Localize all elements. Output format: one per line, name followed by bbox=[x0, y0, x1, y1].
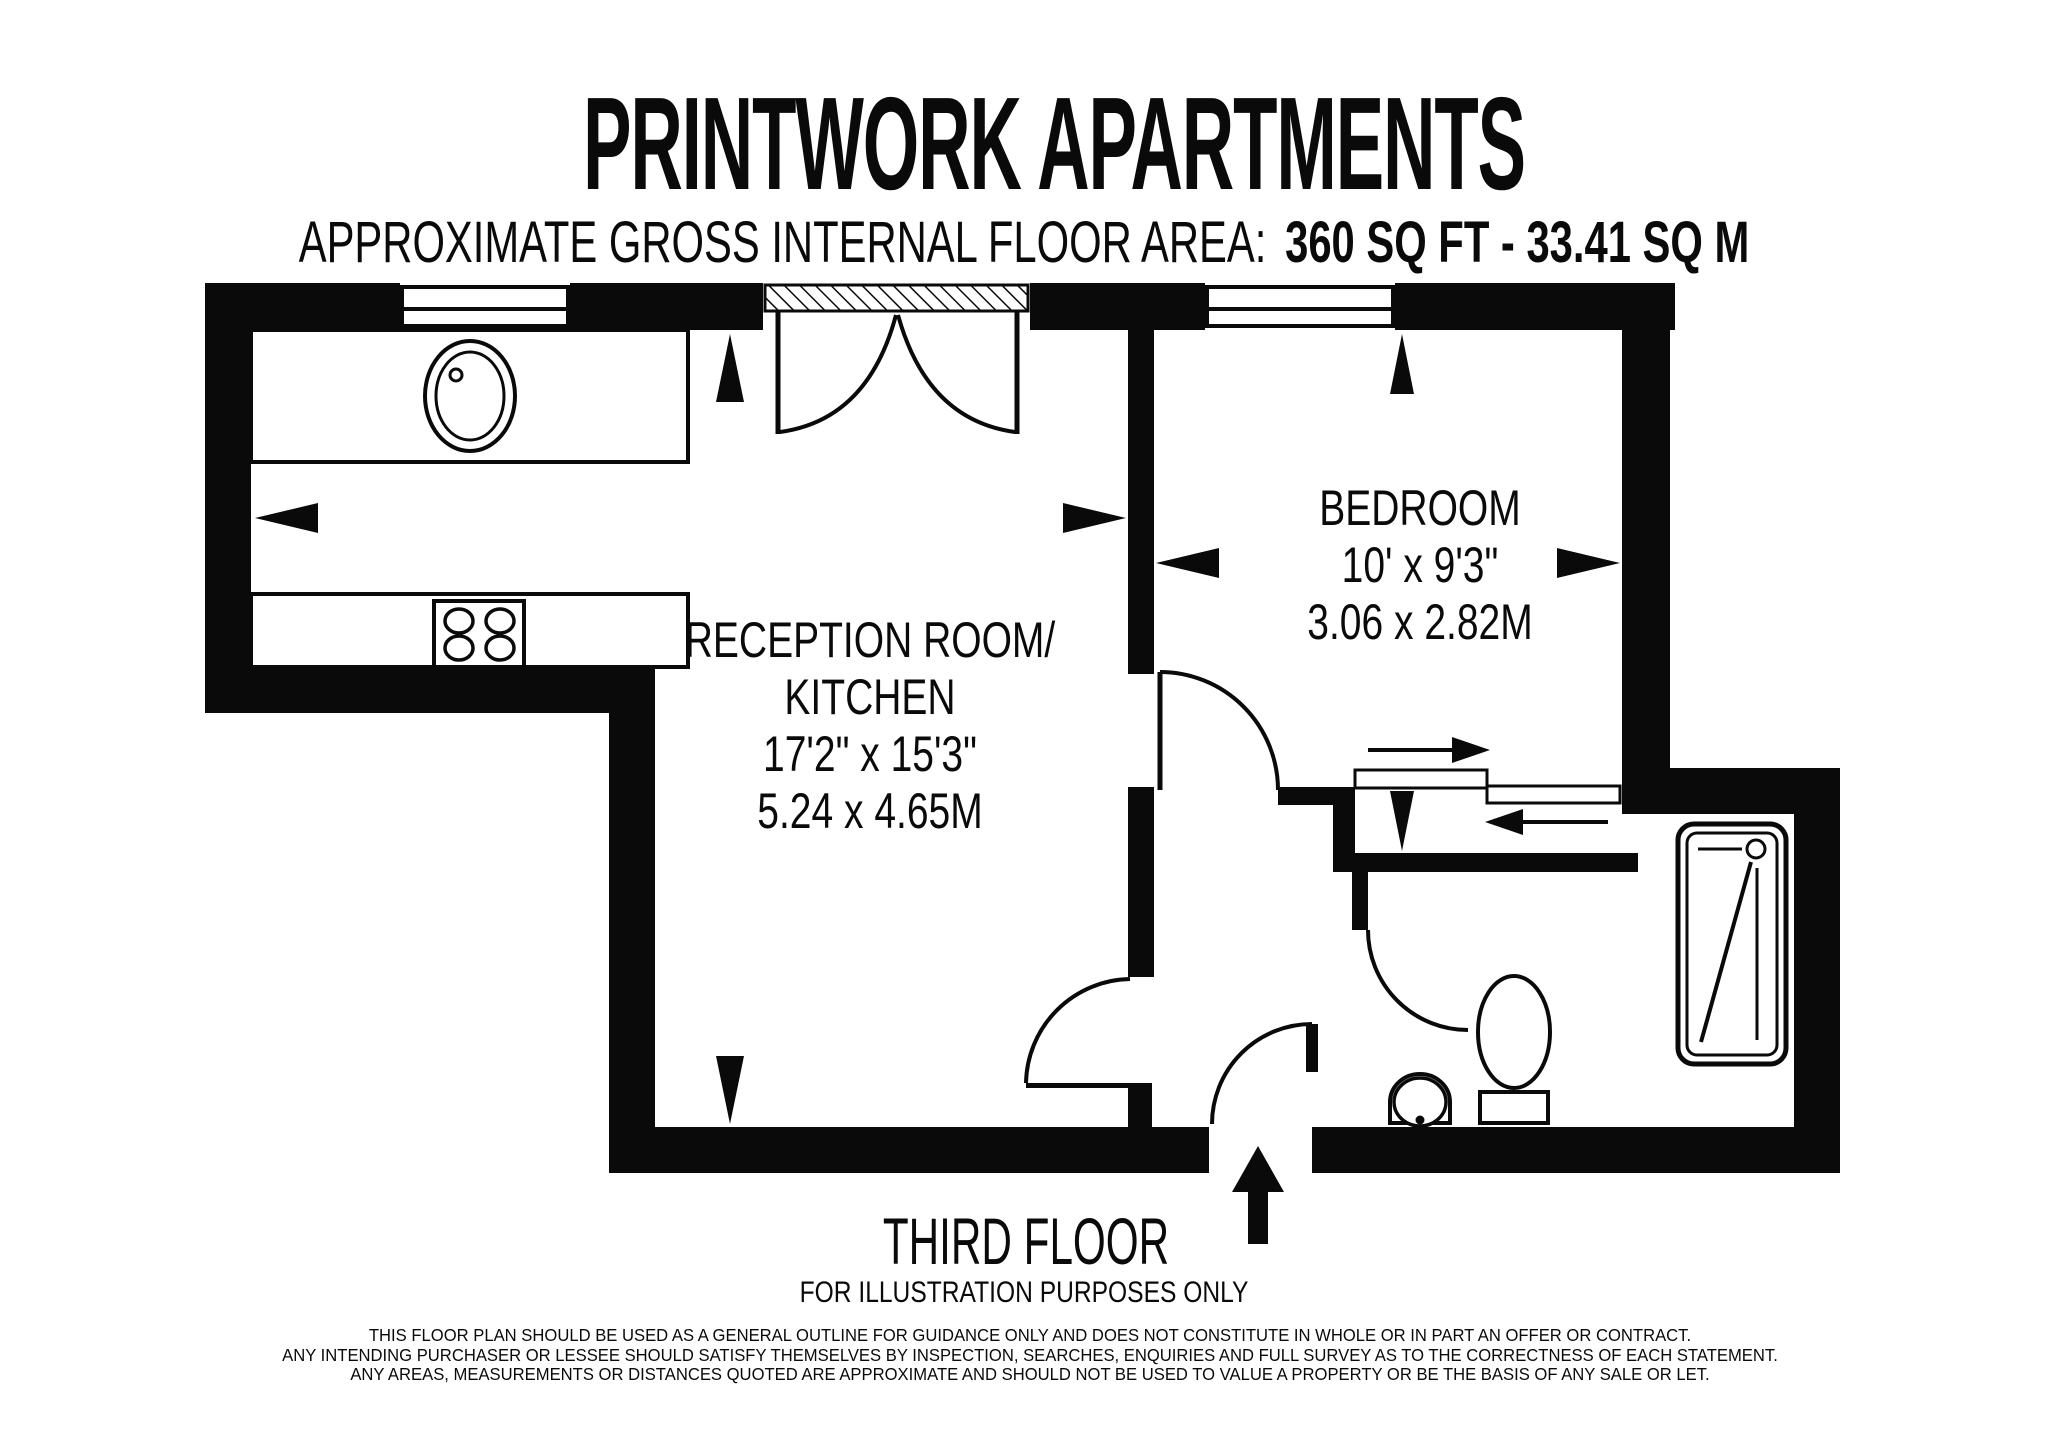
door-curtain-left bbox=[780, 315, 896, 432]
sink-tap-icon bbox=[450, 369, 462, 381]
kitchen-window bbox=[400, 283, 570, 330]
arrow-up-icon bbox=[716, 334, 744, 402]
wardrobe-panel-left bbox=[1355, 770, 1487, 788]
toilet-bowl-icon bbox=[1478, 976, 1550, 1088]
room-name: BEDROOM bbox=[1319, 480, 1521, 536]
reception-hall-door bbox=[1026, 979, 1130, 1088]
slide-arrow-right-icon bbox=[1452, 737, 1490, 763]
door-swing-arc bbox=[1160, 672, 1278, 790]
area-value: 360 SQ FT - 33.41 SQ M bbox=[1285, 210, 1750, 275]
room-dims-metric: 3.06 x 2.82M bbox=[1307, 594, 1533, 650]
bedroom-door bbox=[1160, 672, 1278, 790]
disclaimer bbox=[282, 1326, 1778, 1385]
entrance-arrow-icon bbox=[1232, 1146, 1284, 1244]
toilet bbox=[1478, 976, 1550, 1123]
door-swing-arc bbox=[1368, 930, 1468, 1030]
room-name-line1: RECEPTION ROOM/ bbox=[684, 612, 1056, 668]
bathroom-door bbox=[1368, 930, 1468, 1030]
disclaimer-line: ANY AREAS, MEASUREMENTS OR DISTANCES QUOTED ARE APPROXIMATE AND SHOULD NOT BE USED TO VALUE A PROPERTY OR BE THE BASIS OF ANY SALE OR LET. bbox=[350, 1364, 1710, 1384]
wardrobe-panel-right bbox=[1487, 786, 1620, 803]
arrow-left-icon bbox=[1156, 548, 1219, 578]
sliding-wardrobe bbox=[1355, 737, 1620, 835]
french-door bbox=[763, 283, 1030, 434]
interior-walls bbox=[1128, 330, 1638, 1127]
room-dims-imperial: 10' x 9'3" bbox=[1341, 537, 1499, 593]
toilet-cistern-icon bbox=[1480, 1092, 1548, 1123]
arrow-up-icon bbox=[1390, 334, 1414, 394]
room-name-line2: KITCHEN bbox=[784, 669, 956, 725]
illustration-note: FOR ILLUSTRATION PURPOSES ONLY bbox=[799, 1276, 1249, 1309]
room-dims-imperial: 17'2" x 15'3" bbox=[763, 726, 977, 782]
arrow-right-icon bbox=[1557, 548, 1620, 578]
arrow-left-icon bbox=[255, 503, 318, 533]
door-lintel-hatch bbox=[765, 285, 1028, 311]
basin-drain-icon bbox=[1416, 1116, 1425, 1125]
slide-arrow-left-icon bbox=[1485, 809, 1523, 835]
room-dims-metric: 5.24 x 4.65M bbox=[757, 783, 983, 839]
page-title: PRINTWORK APARTMENTS bbox=[583, 70, 1525, 217]
entry-door bbox=[1212, 1024, 1318, 1124]
door-leaf bbox=[1306, 1024, 1318, 1072]
arrow-down-icon bbox=[716, 1056, 744, 1124]
disclaimer-line: ANY INTENDING PURCHASER OR LESSEE SHOULD SATISFY THEMSELVES BY INSPECTION, SEARCHES, ENQUIRIES AND FULL SURVEY AS TO THE CORRECTNESS OF EACH STATEMENT. bbox=[282, 1344, 1778, 1365]
door-curtain-right bbox=[898, 315, 1015, 432]
shower bbox=[1678, 824, 1786, 1064]
arrow-down-icon bbox=[1390, 791, 1414, 851]
floor-label: THIRD FLOOR bbox=[882, 1204, 1170, 1278]
door-swing-arc bbox=[1026, 979, 1130, 1083]
basin bbox=[1390, 1074, 1450, 1126]
kitchen-counter-sink bbox=[251, 330, 688, 462]
area-subtitle bbox=[299, 212, 1750, 274]
arrow-right-icon bbox=[1063, 503, 1126, 533]
area-label: APPROXIMATE GROSS INTERNAL FLOOR AREA: bbox=[298, 210, 1267, 275]
reception-room-label bbox=[685, 612, 1056, 840]
shower-head-icon bbox=[1747, 840, 1765, 858]
bedroom-label bbox=[1307, 480, 1532, 651]
bedroom-window bbox=[1205, 283, 1395, 330]
disclaimer-line: THIS FLOOR PLAN SHOULD BE USED AS A GENERAL OUTLINE FOR GUIDANCE ONLY AND DOES NOT CONSTITUTE IN WHOLE OR IN PART AN OFFER OR CONTRACT. bbox=[368, 1325, 1692, 1345]
kitchen-counter-hob bbox=[251, 594, 688, 667]
door-swing-arc bbox=[1212, 1024, 1312, 1124]
